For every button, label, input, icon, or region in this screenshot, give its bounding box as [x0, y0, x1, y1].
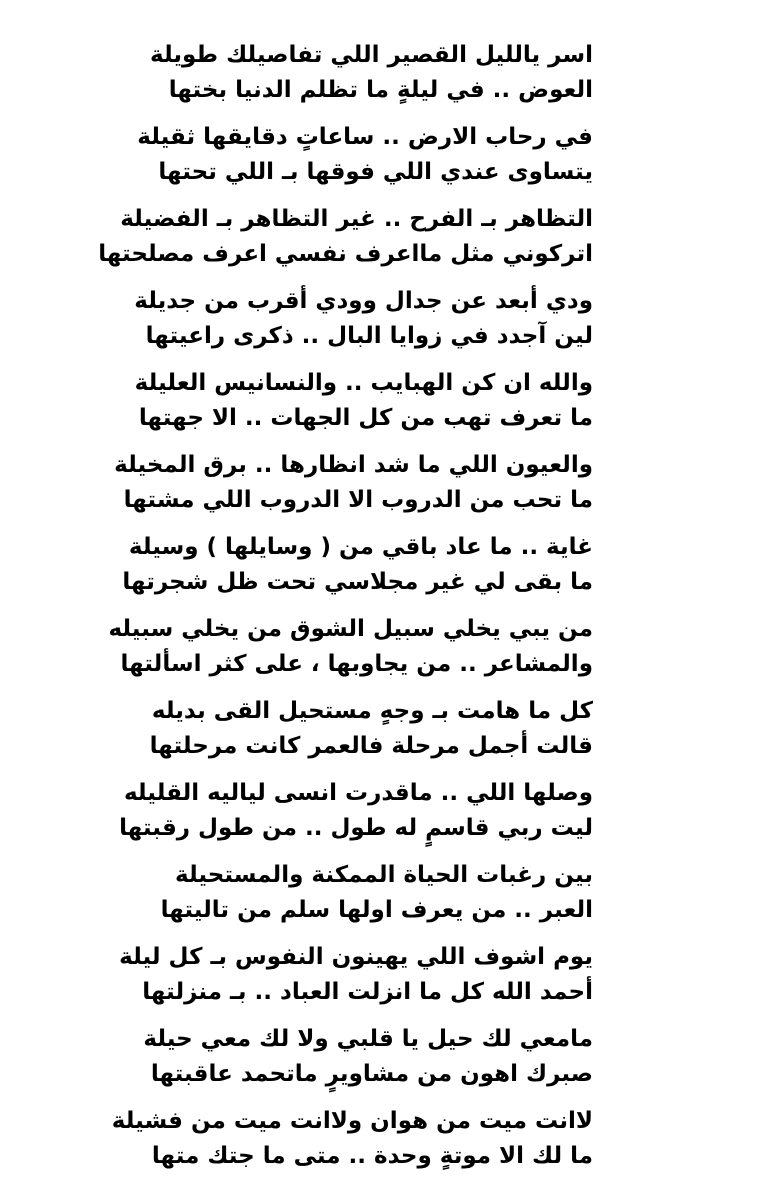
verse-line: العوض .. في ليلةٍ ما تظلم الدنيا بختها	[168, 77, 593, 103]
verse-line: اسر يالليل القصير اللي تفاصيلك طويلة	[150, 42, 593, 68]
verse-line: غاية .. ما عاد باقي من ( وسايلها ) وسيلة	[128, 534, 593, 560]
stanza-5	[134, 366, 593, 436]
stanza-11	[153, 858, 593, 928]
verse-line: والعيون اللي ما شد انظارها .. برق المخيلة	[114, 452, 593, 478]
verse-line: قالت أجمل مرحلة فالعمر كانت مرحلتها	[149, 733, 593, 759]
stanza-2	[137, 120, 593, 190]
verse-line: اتركوني مثل مااعرف نفسي اعرف مصلحتها	[98, 241, 593, 267]
verse-line: أحمد الله كل ما انزلت العباد .. بـ منزلتها	[142, 979, 593, 1005]
verse-line: والمشاعر .. من يجاوبها ، على كثر اسألتها	[120, 651, 593, 677]
verse-line: لاانت ميت من هوان ولاانت ميت من فشيلة	[111, 1108, 593, 1134]
verse-line: من يبي يخلي سبيل الشوق من يخلي سبيله	[108, 616, 593, 642]
verse-line: التظاهر بـ الفرح .. غير التظاهر بـ الفضيلة	[120, 206, 593, 232]
stanza-1	[150, 38, 593, 108]
verse-line: ما بقى لي غير مجلاسي تحت ظل شجرتها	[122, 569, 593, 595]
verse-line: يوم اشوف اللي يهينون النفوس بـ كل ليلة	[119, 944, 593, 970]
verse-line: صبرك اهون من مشاويرٍ ماتحمد عاقبتها	[150, 1061, 593, 1087]
stanza-8	[108, 612, 593, 682]
verse-line: في رحاب الارض .. ساعاتٍ دقايقها ثقيلة	[137, 124, 593, 150]
stanza-9	[149, 694, 593, 764]
verse-line: العبر .. من يعرف اولها سلم من تاليتها	[160, 897, 593, 923]
verse-line: كل ما هامت بـ وجهٍ مستحيل القى بديله	[151, 698, 593, 724]
verse-line: ما تحب من الدروب الا الدروب اللي مشتها	[123, 487, 593, 513]
verse-line: لين آجدد في زوايا البال .. ذكرى راعيتها	[145, 323, 593, 349]
verse-line: ما لك الا موتةٍ وحدة .. متى ما جتك متها	[151, 1143, 593, 1169]
verse-line: وصلها اللي .. ماقدرت انسى لياليه القليله	[123, 780, 593, 806]
stanza-3	[98, 202, 593, 272]
stanza-12	[119, 940, 593, 1010]
verse-line: ما تعرف تهب من كل الجهات .. الا جهتها	[138, 405, 593, 431]
verse-line: والله ان كن الهبايب .. والنسانيس العليلة	[134, 370, 593, 396]
verse-line: مامعي لك حيل يا قلبي ولا لك معي حيلة	[143, 1026, 593, 1052]
stanza-7	[122, 530, 593, 600]
verse-line: يتساوى عندي اللي فوقها بـ اللي تحتها	[158, 159, 593, 185]
poem	[98, 38, 593, 1186]
stanza-13	[143, 1022, 593, 1092]
verse-line: ودي أبعد عن جدال وودي أقرب من جديلة	[134, 288, 593, 314]
stanza-4	[134, 284, 593, 354]
stanza-14	[111, 1104, 593, 1174]
verse-line: بين رغبات الحياة الممكنة والمستحيلة	[175, 862, 593, 888]
stanza-6	[114, 448, 593, 518]
stanza-10	[119, 776, 593, 846]
verse-line: ليت ربي قاسمٍ له طول .. من طول رقبتها	[119, 815, 593, 841]
